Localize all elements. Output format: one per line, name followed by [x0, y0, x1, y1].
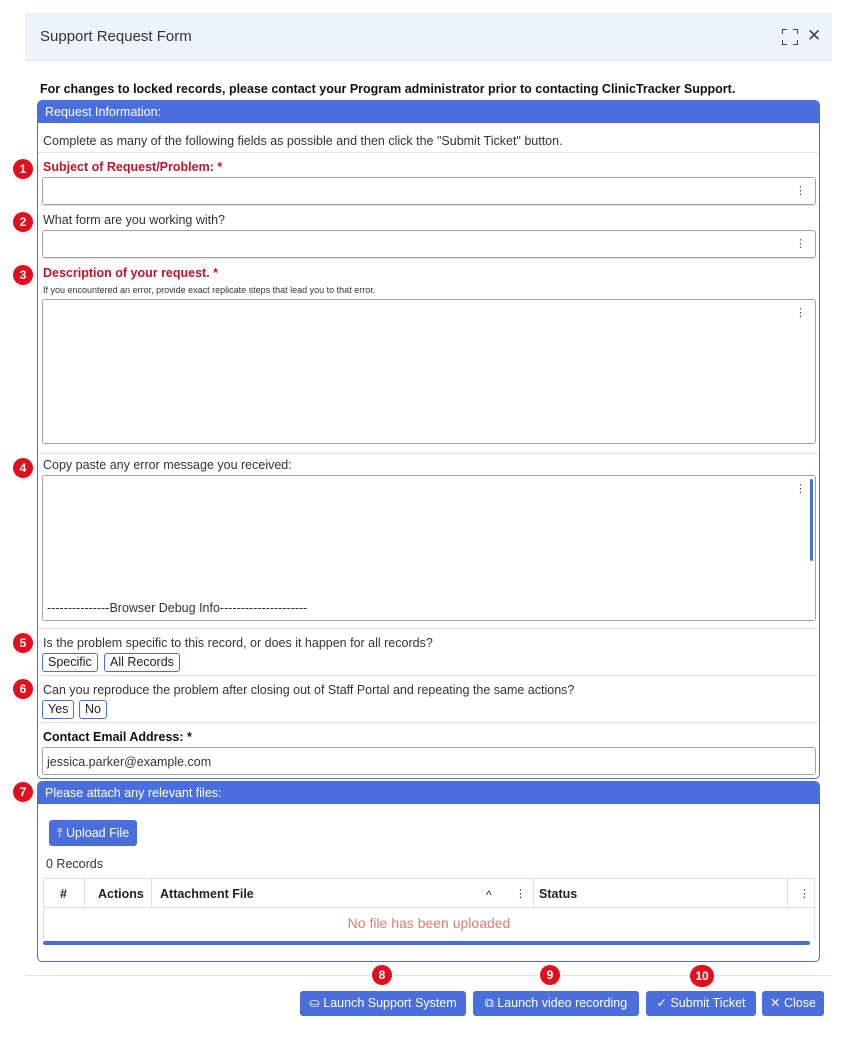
support-icon: ⛀	[309, 996, 320, 1010]
error-message-textarea[interactable]	[42, 475, 816, 621]
error-message-value: ---------------Browser Debug Info---------------------	[47, 601, 308, 615]
subject-menu-icon[interactable]: ⋮	[795, 185, 806, 197]
empty-grid-message: No file has been uploaded	[347, 915, 511, 931]
submit-ticket-button[interactable]	[646, 991, 756, 1016]
specific-button[interactable]: Specific	[42, 653, 98, 672]
file-column-menu-icon[interactable]: ⋮	[515, 888, 526, 900]
subject-label: Subject of Request/Problem: *	[43, 160, 223, 174]
subject-row	[38, 153, 819, 206]
submit-ticket-label: Submit Ticket	[670, 996, 746, 1010]
email-input[interactable]	[42, 747, 816, 775]
column-actions[interactable]: Actions	[98, 887, 144, 901]
upload-file-label: Upload File	[66, 825, 130, 840]
launch-video-label: Launch video recording	[497, 996, 628, 1010]
request-information-panel	[37, 100, 820, 779]
close-button[interactable]	[762, 991, 824, 1016]
column-status[interactable]: Status	[539, 887, 578, 901]
badge-1: 1	[13, 159, 33, 179]
status-column-menu-icon[interactable]: ⋮	[799, 888, 810, 900]
maximize-icon[interactable]	[782, 29, 798, 45]
close-icon: ✕	[770, 996, 781, 1010]
form-input[interactable]	[42, 230, 816, 258]
badge-4: 4	[13, 458, 33, 478]
subject-input[interactable]	[42, 177, 816, 205]
upload-file-button[interactable]	[49, 820, 137, 846]
badge-8: 8	[372, 965, 392, 985]
no-button[interactable]: No	[79, 700, 107, 719]
description-label: Description of your request. *	[43, 266, 219, 280]
attachments-grid	[43, 878, 815, 942]
description-row	[38, 259, 819, 454]
description-hint: If you encountered an error, provide exact replicate steps that lead you to that error.	[43, 285, 376, 295]
reproduce-row	[38, 676, 819, 723]
email-label: Contact Email Address: *	[43, 730, 192, 744]
scope-label: Is the problem specific to this record, or does it happen for all records?	[43, 636, 433, 650]
sort-ascending-icon[interactable]: ^	[486, 888, 492, 902]
scope-row	[38, 629, 819, 676]
request-information-heading: Request Information:	[38, 101, 819, 123]
grid-horizontal-scrollbar[interactable]	[43, 941, 810, 945]
error-message-label: Copy paste any error message you received:	[43, 458, 292, 472]
reproduce-label: Can you reproduce the problem after closing out of Staff Portal and repeating the same actions?	[43, 683, 575, 697]
check-icon: ✓	[656, 996, 667, 1010]
close-label: Close	[784, 996, 816, 1010]
badge-10: 10	[690, 965, 714, 987]
description-textarea[interactable]	[42, 299, 816, 444]
form-row	[38, 206, 819, 259]
badge-3: 3	[13, 265, 33, 285]
locked-records-notice: For changes to locked records, please contact your Program administrator prior to contacting ClinicTracker Support.	[40, 82, 736, 96]
attachments-heading: Please attach any relevant files:	[38, 782, 819, 804]
email-row	[38, 723, 819, 779]
instructions-text: Complete as many of the following fields as possible and then click the "Submit Ticket" button.	[43, 134, 563, 148]
launch-video-recording-button[interactable]	[473, 991, 639, 1016]
column-number[interactable]: #	[60, 887, 67, 901]
upload-icon: ⤒	[57, 825, 63, 840]
badge-9: 9	[540, 965, 560, 985]
dialog-header	[25, 13, 832, 61]
badge-2: 2	[13, 212, 33, 232]
form-label: What form are you working with?	[43, 213, 226, 227]
badge-5: 5	[13, 633, 33, 653]
launch-support-system-button[interactable]	[300, 991, 466, 1016]
record-count: 0 Records	[46, 857, 103, 871]
grid-header	[43, 878, 815, 908]
badge-7: 7	[13, 782, 33, 802]
badge-6: 6	[13, 679, 33, 699]
yes-button[interactable]: Yes	[42, 700, 74, 719]
attachments-panel	[37, 781, 820, 962]
form-menu-icon[interactable]: ⋮	[795, 238, 806, 250]
error-message-row	[38, 454, 819, 629]
instructions-row	[38, 123, 819, 153]
error-message-menu-icon[interactable]: ⋮	[795, 483, 806, 495]
close-icon[interactable]: ✕	[807, 26, 822, 45]
description-menu-icon[interactable]: ⋮	[795, 307, 806, 319]
video-icon: ⧉	[484, 996, 494, 1010]
launch-support-label: Launch Support System	[323, 996, 457, 1010]
all-records-button[interactable]: All Records	[104, 653, 180, 672]
grid-body	[43, 908, 815, 939]
dialog-title: Support Request Form	[40, 28, 192, 45]
error-message-scrollbar[interactable]	[810, 479, 813, 561]
email-value: jessica.parker@example.com	[47, 755, 212, 769]
column-attachment-file[interactable]: Attachment File	[160, 887, 254, 901]
